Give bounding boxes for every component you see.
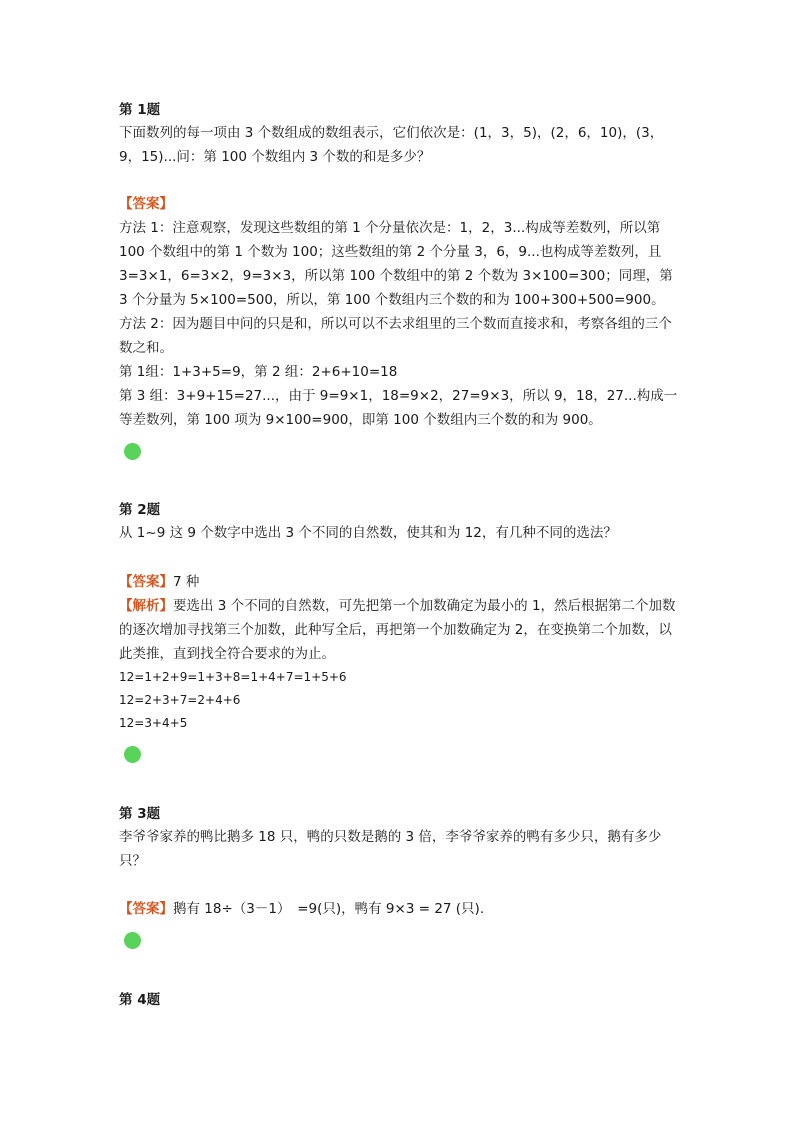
status-dot-icon: [124, 443, 141, 460]
question-2-equation-2: 12=2+3+7=2+4+6: [119, 693, 241, 707]
question-1-text: 下面数列的每一项由 3 个数组成的数组表示，它们依次是：(1，3，5)，(2，6，10)，(3，9，15)...问：第 100 个数组内 3 个数的和是多少？: [119, 125, 664, 165]
question-2-answer: [119, 570, 679, 594]
question-2-equation-3: 12=3+4+5: [119, 716, 188, 730]
question-3-answer-text: 鹅有 18÷（3－1） =9(只)，鸭有 9×3 = 27 (只).: [173, 901, 485, 917]
question-4-title: 第 4题: [119, 992, 161, 1008]
question-1-method-1: 方法 1：注意观察，发现这些数组的第 1 个分量依次是：1，2，3...构成等差数列，所以第 100 个数组中的第 1 个数为 100；这些数组的第 2 个分量 3，6，9...也构成等差数列，且 3=3×1，6=3×2，9=3×3，所以第 100 个数组中的第 2 个数为 3×100=300；同理，第 3 个分量为 5×100=500，所以，第 100 个数组内三个数的和为 100+300+500=900。: [119, 220, 673, 308]
question-2-answer-text: 7 种: [173, 574, 200, 590]
question-1-answer-tag: 【答案】: [119, 196, 173, 212]
question-1-group-1-2: 第 1组：1+3+5=9，第 2 组：2+6+10=18: [119, 364, 398, 380]
status-dot-icon: [124, 746, 141, 763]
question-2-analysis-text: 要选出 3 个不同的自然数，可先把第一个加数确定为最小的 1，然后根据第二个加数的逐次增加寻找第三个加数，此种写全后，再把第一个加数确定为 2，在变换第二个加数，以此类推，直到找全符合要求的为止。: [119, 598, 676, 662]
question-2-analysis: [119, 594, 679, 666]
question-3-text: 李爷爷家养的鸭比鹅多 18 只，鸭的只数是鹅的 3 倍，李爷爷家养的鸭有多少只，鹅有多少只？: [119, 829, 662, 869]
question-1-method-2: 方法 2：因为题目中问的只是和，所以可以不去求组里的三个数而直接求和，考察各组的三个数之和。: [119, 316, 672, 356]
question-3-answer-tag: 【答案】: [119, 901, 173, 917]
question-2-equation-1: 12=1+2+9=1+3+8=1+4+7=1+5+6: [119, 670, 347, 684]
question-2-text: 从 1~9 这 9 个数字中选出 3 个不同的自然数，使其和为 12，有几种不同的选法？: [119, 525, 617, 541]
question-2-analysis-tag: 【解析】: [119, 598, 173, 614]
question-3-answer: [119, 897, 679, 921]
question-3-title: 第 3题: [119, 806, 161, 822]
question-1-group-3: 第 3 组：3+9+15=27...，由于 9=9×1，18=9×2，27=9×3，所以 9，18，27...构成一等差数列，第 100 项为 9×100=900，即第 100 个数组内三个数的和为 900。: [119, 388, 678, 428]
question-2-answer-tag: 【答案】: [119, 574, 173, 590]
status-dot-icon: [124, 932, 141, 949]
question-2-title: 第 2题: [119, 502, 161, 518]
question-1-title: 第 1题: [119, 102, 161, 118]
